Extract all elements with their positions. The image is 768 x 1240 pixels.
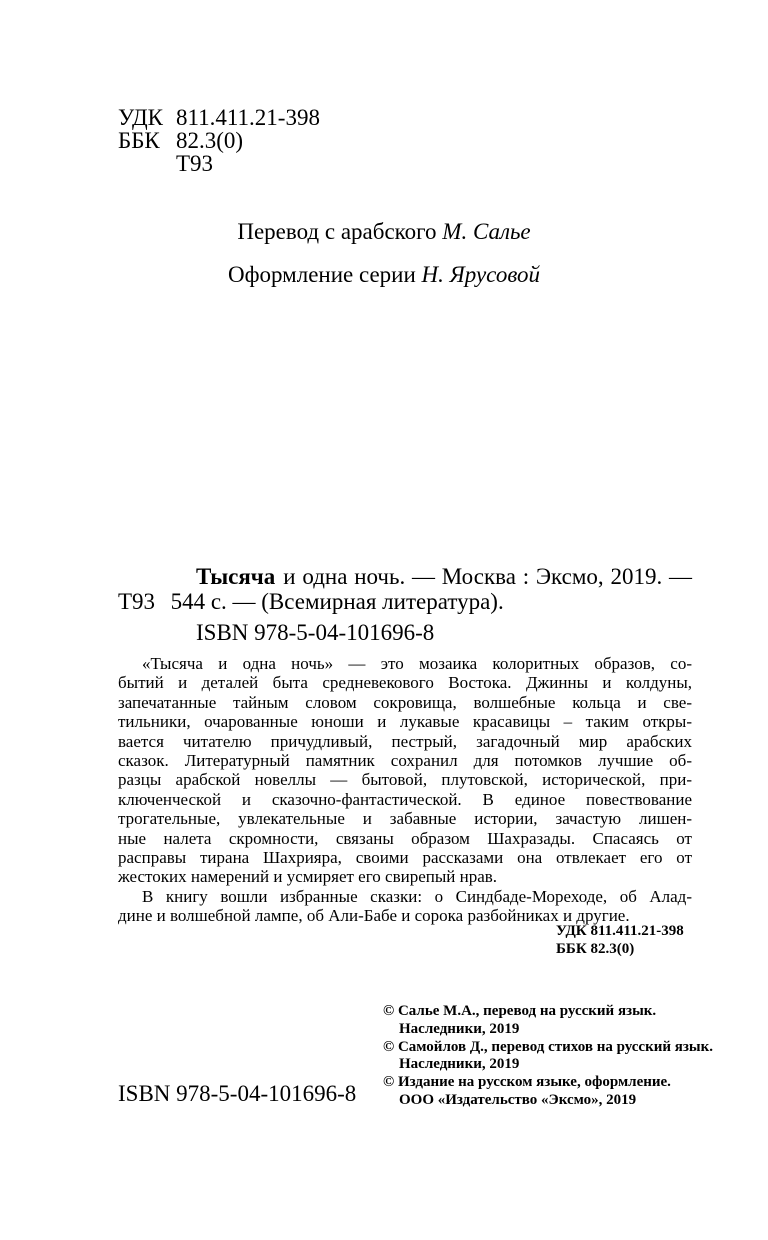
annotation-line: дине и волшебной лампе, об Али-Бабе и сорока разбойниках и другие. bbox=[118, 906, 630, 926]
bib-title: Тысяча bbox=[196, 564, 276, 589]
design-credit bbox=[0, 262, 768, 288]
copyright-holder: ООО «Издательство «Эксмо», 2019 bbox=[399, 1091, 637, 1108]
copyright-line: © Издание на русском языке, оформление. bbox=[383, 1074, 671, 1091]
bib-title-rest: и одна ночь. — Москва : Эксмо, 2019. — bbox=[283, 564, 692, 589]
bib-isbn: ISBN 978-5-04-101696-8 bbox=[196, 620, 435, 645]
classification-bottom bbox=[556, 922, 684, 958]
designer-name: Н. Ярусовой bbox=[421, 262, 540, 287]
annotation-line: трогательные, увлекательные и забавные истории, зачастую лишен- bbox=[118, 809, 692, 829]
udk-bottom: УДК 811.411.21-398 bbox=[556, 923, 684, 939]
annotation-line: бытий и деталей быта средневекового Востока. Джинны и колдуны, bbox=[118, 673, 692, 693]
bib-pages-series: 544 с. — (Всемирная литература). bbox=[170, 589, 504, 614]
annotation-line: ные налета скромности, связаны образом Шахразады. Спасаясь от bbox=[118, 828, 692, 848]
copyright-holder: Наследники, 2019 bbox=[399, 1056, 520, 1073]
annotation-line: жестоких намерений и усмиряет его свирепый нрав. bbox=[118, 867, 498, 887]
translation-prefix: Перевод с арабского bbox=[237, 219, 437, 244]
translator-name: М. Салье bbox=[442, 219, 531, 244]
udk-label: УДК bbox=[118, 105, 163, 130]
copyright-block bbox=[383, 1003, 713, 1110]
bbk-label: ББК bbox=[118, 128, 160, 153]
bbk-value: 82.3(0) bbox=[176, 128, 244, 153]
annotation-line: «Тысяча и одна ночь» — это мозаика колоритных образов, со- bbox=[142, 654, 692, 673]
annotation-line: ключенческой и сказочно-фантастической. В единое повествование bbox=[118, 789, 692, 809]
annotation-line: В книгу вошли избранные сказки: о Синдбаде-Мореходе, об Алад- bbox=[142, 886, 692, 906]
copyright-holder: Наследники, 2019 bbox=[399, 1020, 520, 1037]
isbn-bottom: ISBN 978-5-04-101696-8 bbox=[118, 1081, 357, 1106]
copyright-line: © Самойлов Д., перевод стихов на русский язык. bbox=[383, 1038, 714, 1055]
annotation-line: сказок. Литературный памятник сохранил для потомков лучшие об- bbox=[118, 751, 692, 771]
bib-author-mark: Т93 bbox=[118, 589, 156, 614]
annotation-line: запечатанные тайным словом сокровища, волшебные кольца и све- bbox=[118, 692, 692, 712]
annotation-line: расправы тирана Шахрияра, своими рассказами она отвлекает его от bbox=[118, 848, 692, 868]
udk-value: 811.411.21-398 bbox=[176, 105, 320, 130]
annotation-line: разцы арабской новеллы — бытовой, плутовской, исторической, при- bbox=[118, 770, 692, 790]
bbk-bottom: ББК 82.3(0) bbox=[556, 941, 635, 957]
copyright-line: © Салье М.А., перевод на русский язык. bbox=[383, 1003, 657, 1019]
bib-pages-line bbox=[118, 589, 504, 615]
annotation bbox=[118, 654, 692, 926]
translation-credit bbox=[0, 219, 768, 245]
annotation-line: вается читателю причудливый, пестрый, загадочный мир арабских bbox=[118, 731, 692, 751]
bib-title-line bbox=[196, 564, 692, 590]
author-mark-top: Т93 bbox=[176, 151, 214, 176]
design-prefix: Оформление серии bbox=[228, 262, 416, 287]
annotation-line: тильники, очарованные юноши и лукавые красавицы – таким откры- bbox=[118, 712, 692, 732]
